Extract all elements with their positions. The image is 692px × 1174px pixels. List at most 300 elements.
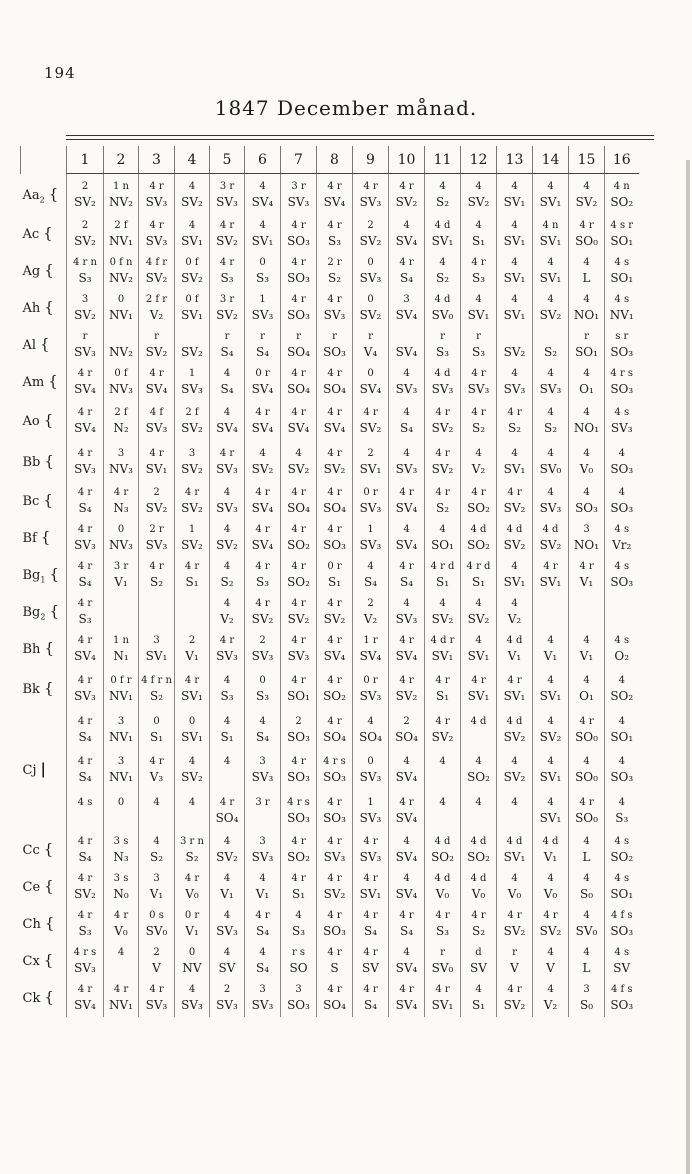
observation-cell [175,594,210,631]
cloud-code: 4 [583,674,590,686]
cloud-code: 0 [367,368,374,379]
observation-cell [605,253,639,290]
wind-code: SV₂ [539,924,562,938]
observation-cell [389,253,425,290]
cloud-code: 4 r s [73,947,97,958]
observation-cell [497,790,533,832]
cloud-code: r [476,331,481,342]
station-code: Cx [22,954,40,970]
day-header: 14 [533,146,569,174]
cloud-code: 4 [547,180,554,192]
observation-cell [569,750,605,790]
cloud-code: 4 [259,715,266,727]
wind-code: SV₃ [251,850,274,864]
wind-code: SO₂ [323,688,346,703]
cloud-code: 4 [403,368,410,379]
cloud-code: 4 s [614,873,630,884]
observation-cell [605,790,639,832]
station-code: Ce [22,880,41,896]
cloud-code: 2 [223,984,231,995]
observation-cell [67,290,104,327]
wind-code: SV₂ [323,461,346,476]
observation-cell [389,668,425,710]
observation-cell [281,401,317,441]
wind-code: SO₄ [323,729,346,744]
observation-cell [425,290,461,327]
observation-cell [281,869,317,906]
wind-code: S₁ [435,575,450,589]
observation-cell [210,520,245,557]
station-index: 2 [39,195,45,205]
wind-code: S₂ [149,850,164,864]
observation-cell [175,631,210,668]
cloud-code: 4 s [614,947,630,958]
wind-code: SV₃ [216,924,238,938]
observation-cell [605,216,639,253]
observation-cell [175,750,210,790]
wind-code: NO₁ [573,420,600,435]
cloud-code: 4 r [291,635,306,646]
cloud-code: 4 r [149,220,164,231]
observation-cell [104,253,139,290]
cloud-code: 4 r [435,984,450,995]
cloud-code: 2 [81,220,89,231]
cloud-code: 4 [403,406,410,418]
observation-cell [104,520,139,557]
wind-code: S₄ [255,345,270,359]
wind-code: SO₃ [610,501,634,515]
cloud-code: 4 [618,487,625,498]
observation-cell [389,216,425,253]
wind-code: SV₄ [74,998,96,1012]
observation-cell [139,216,175,253]
wind-code: V₁ [579,575,594,589]
wind-code: SO₃ [287,998,310,1012]
wind-code [425,810,460,826]
wind-code: SO₃ [287,729,310,744]
observation-cell [425,790,461,832]
observation-cell [67,483,104,520]
observation-cell [210,906,245,943]
cloud-code: 3 r [219,294,235,305]
wind-code: SV₁ [539,769,562,784]
observation-cell [67,906,104,943]
brace-glyph: { [43,678,54,697]
cloud-code: 4 r [255,598,270,609]
day-header: 9 [353,146,389,174]
station-code: Bf [22,531,37,547]
observation-cell [317,906,353,943]
wind-code: SV₄ [395,538,418,552]
wind-code: NV₁ [109,998,133,1012]
cloud-code: 4 r [327,294,342,305]
wind-code: SO₄ [323,998,346,1012]
observation-cell [104,631,139,668]
observation-cell [281,832,317,869]
brace-glyph: { [43,951,54,970]
wind-code: V₀ [507,887,522,901]
cloud-code [175,330,209,344]
cloud-code: 4 [223,368,231,379]
cloud-code [175,597,209,611]
observation-cell [245,668,281,710]
observation-cell [210,943,245,980]
observation-cell [210,253,245,290]
wind-code: NV [182,961,202,975]
station-code: Ah [22,301,41,317]
observation-cell [497,668,533,710]
observation-cell [67,174,104,216]
wind-code: NV₃ [109,461,133,476]
observation-cell [139,253,175,290]
observation-cell [139,594,175,631]
observation-cell [67,253,104,290]
wind-code: SV₄ [395,501,418,515]
observation-cell [317,710,353,750]
wind-code: SO₁ [610,729,634,744]
wind-code: SV₁ [539,688,562,703]
station-label [21,594,67,631]
station-label [21,906,67,943]
wind-code: SV₂ [181,194,203,209]
wind-code: SO₁ [610,271,634,285]
observation-cell [210,290,245,327]
cloud-code: 4 [547,447,554,459]
cloud-code: 4 r [543,910,558,921]
observation-cell [497,401,533,441]
wind-code: V₁ [114,575,128,589]
cloud-code: 2 [81,180,89,192]
wind-code: S₁ [291,887,306,901]
cloud-code: 4 r [435,487,450,498]
wind-code: S₄ [78,501,92,515]
observation-cell [67,327,104,364]
wind-code: SV₃ [251,649,274,663]
cloud-code: 4 r [363,947,378,958]
wind-code: SV₂ [74,194,96,209]
wind-code: SV₂ [503,924,526,938]
wind-code: SO₁ [610,234,634,248]
observation-cell [353,364,389,401]
observation-cell [425,906,461,943]
wind-code: SV₃ [359,271,382,285]
observation-cell [104,943,139,980]
cloud-code: 4 [259,447,266,459]
wind-code: SV₃ [145,234,168,248]
cloud-code: 4 d [470,524,487,535]
wind-code: NV₃ [109,382,133,396]
cloud-code: 4 [511,796,518,808]
observation-cell [67,869,104,906]
cloud-code: 4 r [77,487,93,498]
wind-code: SV₁ [503,194,526,209]
observation-cell [317,401,353,441]
cloud-code: 4 r [507,674,522,686]
station-code: Bg [22,568,41,584]
observation-cell [175,710,210,750]
wind-code: SV₃ [359,688,382,703]
cloud-code: r s [291,947,306,958]
observation-cell [281,790,317,832]
observation-cell [389,557,425,594]
wind-code: SV₂ [539,538,562,552]
observation-cell [533,790,569,832]
wind-code: SV₃ [539,382,562,396]
observation-cell [210,631,245,668]
wind-code: S₁ [327,575,342,589]
cloud-code: 4 r [471,910,486,921]
cloud-code: 4 [583,910,590,921]
cloud-code: 4 [547,368,554,379]
page-title: 1847 December månad. [214,96,478,120]
wind-code: SV₂ [503,998,526,1012]
wind-code: SO₂ [431,850,454,864]
observation-cell [461,832,497,869]
wind-code: S₄ [220,382,234,396]
wind-code: NV₁ [109,234,133,248]
wind-code: SV₄ [251,501,274,515]
observation-cell [139,441,175,483]
observation-cell [210,832,245,869]
observation-cell [210,790,245,832]
cloud-code: 4 r [435,406,450,418]
cloud-code: 4 [583,836,590,847]
observation-cell [605,710,639,750]
wind-code: S₂ [327,271,342,285]
observation-cell [497,483,533,520]
table-row [21,980,639,1017]
observation-cell [497,364,533,401]
cloud-code: 4 r [471,368,486,379]
cloud-code: 4 r [255,487,270,498]
wind-code: SO₃ [610,998,634,1012]
cloud-code: 4 [439,796,446,808]
wind-code: SV₂ [74,887,96,901]
observation-cell [605,557,639,594]
wind-code: V₁ [543,649,558,663]
cloud-code [533,597,568,611]
cloud-code: 4 s [614,561,630,572]
cloud-code: 4 r [507,984,522,995]
cloud-code: 4 r [77,447,93,459]
observation-cell [245,906,281,943]
observation-cell [605,364,639,401]
observation-cell [497,253,533,290]
cloud-code: r [368,331,373,342]
wind-code: S₃ [220,688,234,703]
observation-cell [317,869,353,906]
cloud-code: 4 r [77,524,93,535]
observation-cell [605,869,639,906]
wind-code: S₂ [471,924,486,938]
wind-code: SV₁ [539,194,562,209]
observation-cell [104,216,139,253]
observation-cell [175,943,210,980]
wind-code: SV₃ [503,382,526,396]
observation-cell [175,869,210,906]
observation-cell [281,216,317,253]
cloud-code: 4 d [506,715,523,727]
cloud-code: 4 r [327,447,342,459]
station-code: Ck [22,991,41,1007]
wind-code: SV₁ [431,998,454,1012]
observation-cell [245,364,281,401]
observation-cell [461,483,497,520]
cloud-code [104,330,138,344]
cloud-code: 4 [511,180,518,192]
observation-cell [389,750,425,790]
observation-cell [569,557,605,594]
observation-cell [569,906,605,943]
cloud-code: 4 f r [145,257,168,268]
wind-code: SV₁ [539,575,562,589]
observation-cell [605,943,639,980]
cloud-code: 4 [403,947,410,958]
brace-glyph: { [48,184,59,203]
observation-cell [605,980,639,1017]
cloud-code: 4 r [363,180,378,192]
wind-code: SV₁ [359,461,382,476]
station-code: Ch [22,917,41,933]
wind-code: SO₃ [610,769,634,784]
wind-code: SV₂ [287,612,310,626]
observation-cell [67,594,104,631]
brace-glyph: { [44,914,55,933]
wind-code: SO₂ [467,769,490,784]
observation-cell [245,980,281,1017]
cloud-code: 0 f r [110,674,132,686]
wind-code: SO₃ [287,810,310,825]
cloud-code: 4 [583,368,590,379]
observation-cell [389,710,425,750]
wind-code: S₂ [185,850,199,864]
cloud-code: 4 d [506,836,523,847]
wind-code: V₁ [543,850,558,864]
cloud-code: 4 r [363,984,378,995]
cloud-code: 4 n [613,180,630,192]
wind-code: V₁ [507,649,522,663]
wind-code: NV₂ [109,271,133,285]
wind-code: SO₂ [610,688,634,703]
cloud-code: 4 r [184,674,200,686]
cloud-code: 4 [188,984,196,995]
observation-cell [175,364,210,401]
wind-code: S₂ [471,420,486,435]
observation-cell [139,631,175,668]
wind-code: S₁ [471,234,486,248]
observation-cell [245,557,281,594]
cloud-code: 4 d [470,836,487,847]
table-row [21,364,639,401]
cloud-code: 4 r [184,873,200,884]
wind-code: SV₂ [181,538,203,552]
observation-cell [569,364,605,401]
wind-code: SV [362,961,379,975]
observation-cell [67,216,104,253]
cloud-code: 4 [188,180,196,192]
observation-cell [210,668,245,710]
observation-cell [533,557,569,594]
wind-code: SO₁ [575,345,598,359]
wind-code: SV₃ [359,194,382,209]
cloud-code: 4 [367,715,374,727]
cloud-code: 0 [153,715,160,727]
cloud-code: 4 [475,294,482,305]
observation-cell [317,520,353,557]
wind-code: SV₁ [431,649,454,663]
wind-code: SV₁ [145,461,168,476]
observation-cell [569,483,605,520]
wind-code: S₄ [78,769,92,784]
observation-cell [533,253,569,290]
wind-code: N₃ [113,501,129,515]
observation-cell [317,174,353,216]
table-row [21,710,639,750]
wind-code: SV₂ [359,420,382,435]
observation-cell [317,327,353,364]
observation-cell [104,668,139,710]
observation-cell [281,943,317,980]
station-label [21,869,67,906]
wind-code: SV₃ [323,308,346,322]
cloud-code: 4 [439,180,446,192]
observation-cell [389,943,425,980]
observation-cell [104,557,139,594]
observation-cell [461,790,497,832]
wind-code: NO₁ [573,538,600,552]
brace-glyph: { [44,451,54,470]
wind-code: SO₄ [287,382,310,396]
observation-cell [245,594,281,631]
wind-code: NV₃ [109,538,133,552]
observation-cell [245,520,281,557]
wind-code: SV₁ [503,850,526,864]
cloud-code: 4 f [149,406,164,418]
cloud-code: 2 f [114,406,128,418]
observation-cell [104,980,139,1017]
cloud-code: 4 r [363,910,378,921]
cloud-code: 4 [547,755,554,767]
cloud-code: 4 [547,294,554,305]
wind-code [210,769,244,785]
observation-cell [210,980,245,1017]
cloud-code: r [332,331,337,342]
wind-code: SV₂ [503,538,526,552]
observation-cell [245,790,281,832]
wind-code: V₁ [149,887,164,901]
wind-code: V₂ [507,612,522,626]
observation-cell [389,980,425,1017]
wind-code: SV₄ [395,887,418,901]
cloud-code: 1 [367,524,374,535]
observation-cell [425,832,461,869]
wind-code: L [582,961,591,975]
observation-cell [569,631,605,668]
table-row [21,483,639,520]
wind-code: SO [289,961,308,975]
observation-cell [569,594,605,631]
observation-cell [317,441,353,483]
observation-cell [605,483,639,520]
observation-cell [605,750,639,790]
observation-cell [497,906,533,943]
cloud-code: 4 r [327,220,342,231]
station-code: Bh [22,642,41,658]
wind-code: SV₄ [74,420,96,435]
observation-cell [353,980,389,1017]
wind-code: SO₃ [323,924,346,938]
wind-code: SV₄ [74,649,96,663]
